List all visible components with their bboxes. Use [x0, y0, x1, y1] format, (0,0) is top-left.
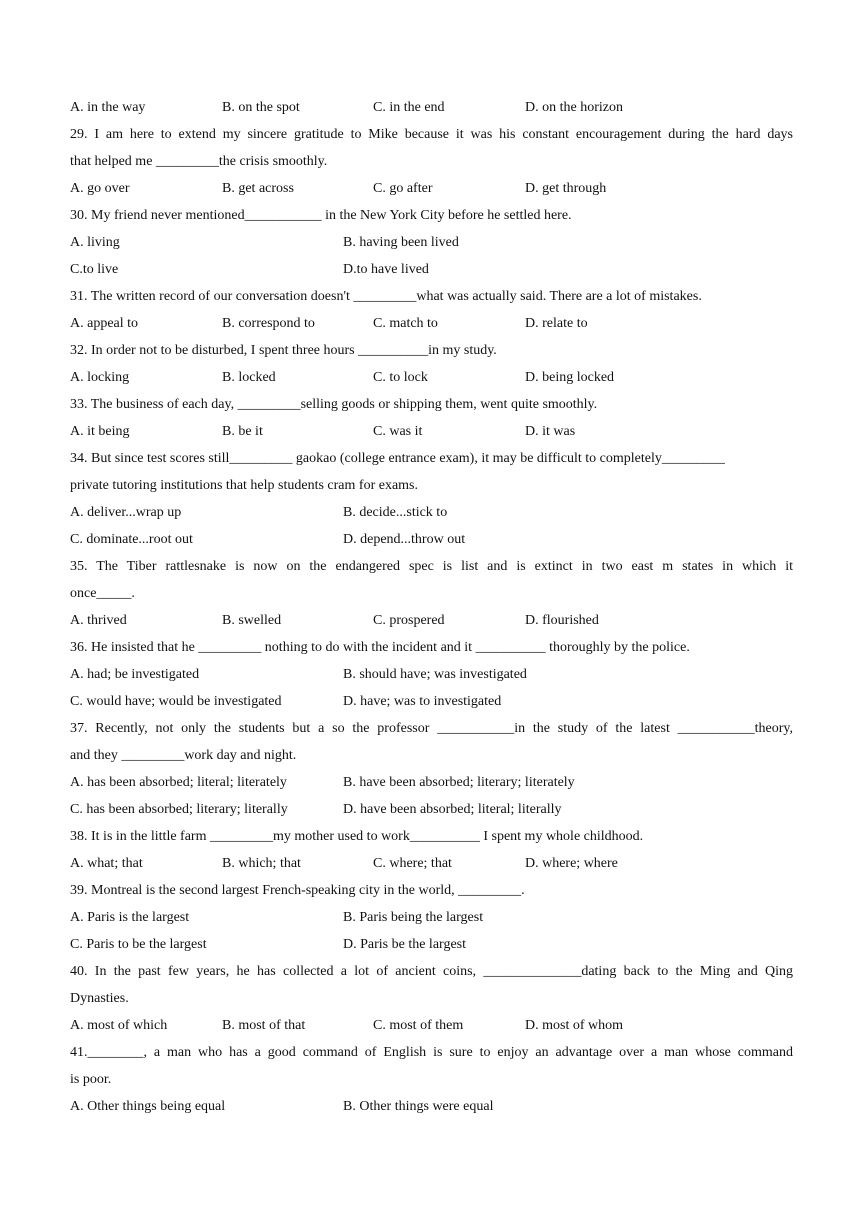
question-line: Dynasties. — [70, 991, 129, 1006]
answer-option: C. prospered — [373, 613, 445, 628]
question-line: private tutoring institutions that help students cram for exams. — [70, 478, 418, 493]
answer-option: D. get through — [525, 181, 607, 196]
answer-option: A. most of which — [70, 1018, 168, 1033]
answer-option: B. locked — [222, 370, 276, 385]
answer-option: C. most of them — [373, 1018, 464, 1033]
answer-option: C. dominate...root out — [70, 532, 193, 547]
answer-option: B. having been lived — [343, 235, 459, 250]
question-line: once_____. — [70, 586, 135, 601]
answer-option: C. has been absorbed; literary; literally — [70, 802, 288, 817]
answer-option: C. was it — [373, 424, 423, 439]
answer-option: B. most of that — [222, 1018, 306, 1033]
answer-option: B. get across — [222, 181, 294, 196]
question-line: 33. The business of each day, _________selling goods or shipping them, went quite smoothly. — [70, 397, 598, 412]
answer-option: A. Paris is the largest — [70, 910, 190, 925]
answer-option: A. what; that — [70, 856, 143, 871]
question-line: 31. The written record of our conversation doesn't _________what was actually said. There are a lot of mistakes. — [70, 289, 702, 304]
answer-option: D.to have lived — [343, 262, 429, 277]
answer-option: C. would have; would be investigated — [70, 694, 282, 709]
question-line: 30. My friend never mentioned___________ in the New York City before he settled here. — [70, 208, 572, 223]
question-line: that helped me _________the crisis smoothly. — [70, 154, 328, 169]
answer-option: D. on the horizon — [525, 100, 623, 115]
answer-option: C. to lock — [373, 370, 428, 385]
answer-option: B. which; that — [222, 856, 301, 871]
answer-option: C. match to — [373, 316, 438, 331]
answer-option: B. decide...stick to — [343, 505, 448, 520]
answer-option: D. Paris be the largest — [343, 937, 466, 952]
question-line: 37. Recently, not only the students but a so the professor ___________in the study of the latest ___________theory, — [70, 721, 793, 736]
answer-option: D. being locked — [525, 370, 615, 385]
question-line: 35. The Tiber rattlesnake is now on the endangered spec is list and is extinct in two east m states in which it — [70, 559, 793, 574]
answer-option: A. Other things being equal — [70, 1099, 226, 1114]
answer-option: B. Other things were equal — [343, 1099, 494, 1114]
answer-option: D. have; was to investigated — [343, 694, 502, 709]
answer-option: D. it was — [525, 424, 576, 439]
answer-option: B. be it — [222, 424, 263, 439]
answer-option: A. living — [70, 235, 120, 250]
answer-option: D. have been absorbed; literal; literally — [343, 802, 562, 817]
question-line: 41.________, a man who has a good command of English is sure to enjoy an advantage over a man whose command — [70, 1045, 793, 1060]
answer-option: C. Paris to be the largest — [70, 937, 207, 952]
answer-option: D. most of whom — [525, 1018, 623, 1033]
answer-option: A. appeal to — [70, 316, 139, 331]
question-line: is poor. — [70, 1072, 112, 1087]
answer-option: B. on the spot — [222, 100, 300, 115]
answer-option: C.to live — [70, 262, 119, 277]
question-line: 29. I am here to extend my sincere gratitude to Mike because it was his constant encouragement during the hard days — [70, 127, 793, 142]
answer-option: A. has been absorbed; literal; literately — [70, 775, 287, 790]
answer-option: A. deliver...wrap up — [70, 505, 182, 520]
answer-option: B. Paris being the largest — [343, 910, 484, 925]
question-line: 36. He insisted that he _________ nothing to do with the incident and it __________ thoroughly by the police. — [70, 640, 690, 655]
answer-option: C. where; that — [373, 856, 452, 871]
answer-option: A. thrived — [70, 613, 127, 628]
question-line: 32. In order not to be disturbed, I spent three hours __________in my study. — [70, 343, 497, 358]
answer-option: A. in the way — [70, 100, 146, 115]
answer-option: C. in the end — [373, 100, 445, 115]
question-line: 38. It is in the little farm _________my mother used to work__________ I spent my whole childhood. — [70, 829, 644, 844]
question-line: 39. Montreal is the second largest French-speaking city in the world, _________. — [70, 883, 525, 898]
question-line: and they _________work day and night. — [70, 748, 297, 763]
answer-option: D. depend...throw out — [343, 532, 466, 547]
answer-option: B. swelled — [222, 613, 282, 628]
answer-option: B. correspond to — [222, 316, 315, 331]
answer-option: B. have been absorbed; literary; literately — [343, 775, 575, 790]
answer-option: D. flourished — [525, 613, 599, 628]
answer-option: A. locking — [70, 370, 130, 385]
question-line: 40. In the past few years, he has collected a lot of ancient coins, ______________dating back to the Ming and Qing — [70, 964, 793, 979]
question-line: 34. But since test scores still_________ gaokao (college entrance exam), it may be difficult to completely_________ — [70, 451, 725, 466]
answer-option: D. relate to — [525, 316, 588, 331]
answer-option: B. should have; was investigated — [343, 667, 527, 682]
answer-option: D. where; where — [525, 856, 618, 871]
answer-option: A. it being — [70, 424, 130, 439]
answer-option: A. had; be investigated — [70, 667, 200, 682]
answer-option: A. go over — [70, 181, 130, 196]
answer-option: C. go after — [373, 181, 433, 196]
